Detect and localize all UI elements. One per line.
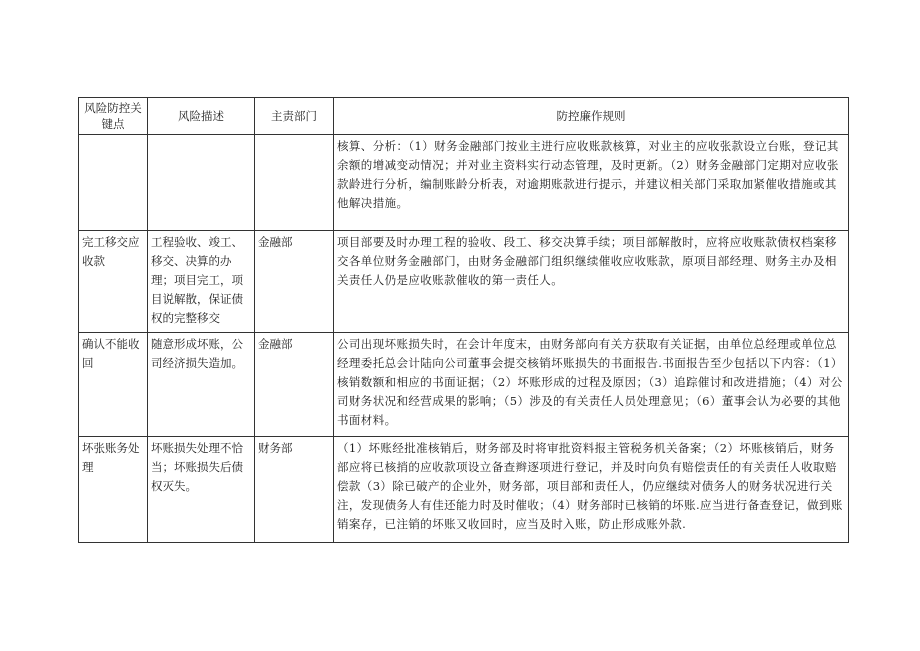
header-risk-description: 风险描述	[148, 98, 255, 135]
risk-point-cell: 完工移交应收款	[79, 231, 148, 333]
risk-point-cell	[79, 135, 148, 231]
header-rule: 防控廉作规则	[334, 98, 849, 135]
risk-description-cell: 随意形成坏账，公司经济损失造加。	[148, 333, 255, 437]
table-header-row	[79, 98, 849, 135]
risk-description-cell: 工程验收、竣工、移交、决算的办理；项目完工，项目说解散，保证债权的完整移交	[148, 231, 255, 333]
rule-cell: （1）坏账经批准核销后，财务部及时将审批资料报主管税务机关备案；（2）坏账核销后，财务部应将已核捎的应收款项设立备查辫逐项进行登记，并及时向负有赔偿责任的有关责任人收取赔偿款（3）除已破产的企业外，财务部，项目部和责任人，仍应继续对债务人的财务状况进行关注，发现债务人有佳还能力时及时催收；（4）财务部时已核销的坏账.应当进行备查登记，做到账销案存，已注销的坏账又收回时，应当及时入账，防止形成账外款.	[334, 437, 849, 543]
risk-point-cell: 坏张账务处理	[79, 437, 148, 543]
department-cell: 财务部	[255, 437, 334, 543]
department-cell: 金融部	[255, 333, 334, 437]
rule-cell: 核算、分析：（1）财务金融部门按业主进行应收账款核算，对业主的应收张款设立台账，登记其余额的增减变动情况；并对业主资料实行动态管理，及时更新。（2）财务金融部门定期对应收张款龄进行分析，编制账龄分析表，对逾期账款进行提示，并建议相关部门采取加紧催收措施或其他解决措施。	[334, 135, 849, 231]
header-risk-point: 风险防控关键点	[79, 98, 148, 135]
department-cell	[255, 135, 334, 231]
rule-cell: 项目部要及时办理工程的验收、段工、移交决算手续；项目部解散时，应将应收账款债权档案移交各单位财务金融部门，由财务金融部门组织继续催收应收账款，原项目部经理、财务主办及相关责任人仍是应收账款催收的第一责任人。	[334, 231, 849, 333]
risk-description-cell: 坏账损失处理不恰当；坏账损失后债权灭失。	[148, 437, 255, 543]
risk-point-cell: 确认不能收回	[79, 333, 148, 437]
risk-description-cell	[148, 135, 255, 231]
rule-cell: 公司出现坏账损失时，在会计年度末，由财务部向有关方获取有关证据，由单位总经理或单位总经理委托总会计陆向公司董事会提交核销坏账损失的书面报告.书面报告至少包括以下内容：（1）核销数额和相应的书面证据；（2）坏账形成的过程及原因；（3）追踪催讨和改进措施；（4）对公司财务状况和经营成果的影响；（5）涉及的有关责任人员处理意见；（6）董事会认为必要的其他书面材料。	[334, 333, 849, 437]
table-row	[79, 135, 849, 231]
department-cell: 金融部	[255, 231, 334, 333]
table-row	[79, 333, 849, 437]
header-department: 主责部门	[255, 98, 334, 135]
table-row	[79, 437, 849, 543]
table-row	[79, 231, 849, 333]
risk-control-table	[78, 97, 849, 543]
